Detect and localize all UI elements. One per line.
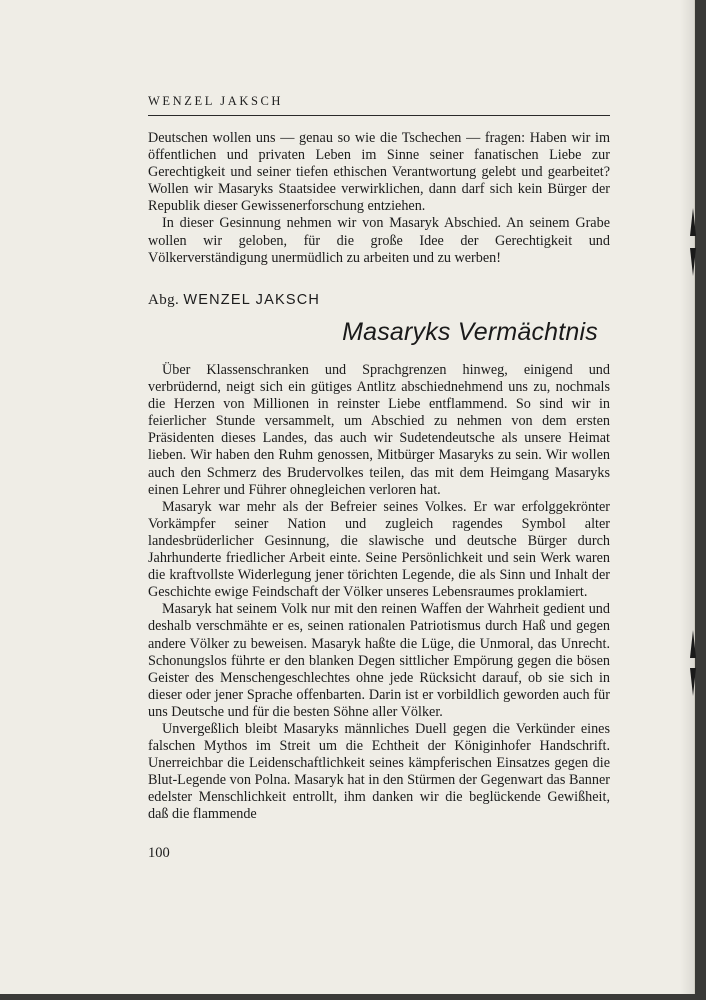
paragraph: Masaryk hat seinem Volk nur mit den reinen Waffen der Wahrheit gedient und deshalb verschmähte er es, seinen rationalen Patriotismus durch Haß und gegen andere Völker zu beweisen. Masaryk haßte die Lüge, die Unmoral, das Unrecht. Schonungslos führte er den blanken Degen sittlicher Empörung gegen die bösen Geister des Menschengeschlechtes ohne jede Rücksicht darauf, ob sie sich in dieser oder jener Sprache offenbarten. Darin ist er vorbildlich geworden auch für uns Deutsche und für die besten Söhne aller Völker. <box>148 601 610 720</box>
paragraph: In dieser Gesinnung nehmen wir von Masaryk Abschied. An seinem Grabe wollen wir geloben, für die große Idee der Gerechtigkeit und Völkerverständigung unermüdlich zu arbeiten und zu werben! <box>148 215 610 266</box>
page-number: 100 <box>148 845 170 861</box>
paragraph: Deutschen wollen uns — genau so wie die Tschechen — fragen: Haben wir im öffentlichen und privaten Leben im Sinne seiner fanatischen Liebe zur Gerechtigkeit und seiner tiefen ethischen Verantwortung gelebt und gearbeitet? Wollen wir Masaryks Staatsidee verwirklichen, dann darf sich kein Bürger der Republik dieser Gewissenerforschung entziehen. <box>148 130 610 215</box>
speech-body <box>148 362 610 824</box>
running-head: WENZEL JAKSCH <box>148 94 284 108</box>
header-rule <box>148 115 610 116</box>
page-edge-shadow <box>680 0 694 994</box>
author-name: WENZEL JAKSCH <box>183 292 321 308</box>
paragraph: Über Klassenschranken und Sprachgrenzen hinweg, einigend und verbrüdernd, neigt sich ein gütiges Antlitz abschiednehmend uns zu, nochmals die Herzen von Millionen in reinster Liebe entflammend. So sind wir in feierlicher Stunde versammelt, um Abschied zu nehmen von dem ersten Präsidenten dieses Landes, das auch wir Sudetendeutsche als unsere Heimat lieben. Wir haben den Ruhm genossen, Mitbürger Masaryks zu sein. Wir wollen auch den Schmerz des Brudervolkes teilen, das mit dem Heimgang Masaryks einen Lehrer und Führer ohnegleichen verloren hat. <box>148 362 610 498</box>
author-prefix: Abg. <box>148 292 180 308</box>
paragraph: Unvergeßlich bleibt Masaryks männliches Duell gegen die Verkünder eines falschen Mythos im Streit um die Echtheit der Königinhofer Handschrift. Unerreichbar die Leidenschaftlichkeit seines kämpferischen Einsatzes gegen die Blut-Legende von Polna. Masaryk hat in den Stürmen der Gegenwart das Banner edelster Menschlichkeit entrollt, ihm danken wir die beglückende Gewißheit, daß die flammende <box>148 720 610 823</box>
paragraph: Masaryk war mehr als der Befreier seines Volkes. Er war erfolggekrönter Vorkämpfer seiner Nation und zugleich ragendes Symbol alter landesbrüderlicher Gesinnung, die slawische und deutsche Bürger durch Jahrhunderte friedlicher Arbeit einte. Seine Persönlichkeit und sein Werk waren die kraftvollste Widerlegung jener törichten Legende, die als Sinn und Inhalt der Geschichte ewige Feindschaft der Völker unseres Lebensraumes proklamiert. <box>148 498 610 601</box>
speech-author <box>148 292 320 309</box>
closing-paragraphs <box>148 130 610 267</box>
speech-title: Masaryks Vermächtnis <box>342 318 598 346</box>
